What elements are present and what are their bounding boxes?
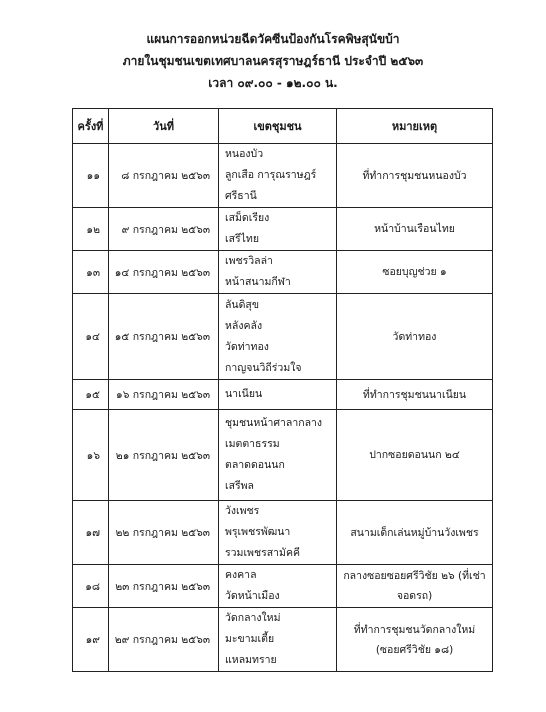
header-area: เขตชุมชน bbox=[219, 109, 337, 144]
table-row bbox=[73, 144, 493, 208]
area-name: ตลาดดอนนก bbox=[225, 459, 285, 471]
area-name: เมตตาธรรม bbox=[225, 438, 280, 450]
area-name: ศรีธานี bbox=[225, 190, 257, 202]
area-name: คงคาล bbox=[225, 569, 257, 581]
cell-note bbox=[337, 251, 493, 294]
cell-date: ๒๒ กรกฎาคม ๒๕๖๓ bbox=[109, 501, 219, 565]
cell-area bbox=[219, 380, 337, 410]
document-time: เวลา ๐๙.๐๐ - ๑๒.๐๐ น. bbox=[208, 76, 338, 90]
area-name: เสม็ดเรียง bbox=[225, 212, 270, 224]
note-text: กลางซอยซอยศรีวิชัย ๒๖ (ที่เช่าจอดรถ) bbox=[343, 570, 486, 602]
cell-area bbox=[219, 501, 337, 565]
area-name: เสรีไทย bbox=[225, 233, 259, 245]
cell-round: ๑๖ bbox=[73, 410, 109, 501]
cell-round: ๑๗ bbox=[73, 501, 109, 565]
document-title: แผนการออกหน่วยฉีดวัคซีนป้องกันโรคพิษสุนัขบ้า bbox=[146, 32, 400, 46]
area-name: วังเพชร bbox=[225, 505, 260, 517]
cell-date: ๘ กรกฎาคม ๒๕๖๓ bbox=[109, 144, 219, 208]
note-text: หน้าบ้านเรือนไทย bbox=[374, 223, 455, 235]
area-name: หนองบัว bbox=[225, 148, 264, 160]
area-name: หลังคลัง bbox=[225, 319, 263, 332]
note-text: ปากซอยดอนนก ๒๔ bbox=[369, 449, 460, 461]
cell-note bbox=[337, 208, 493, 251]
cell-area bbox=[219, 410, 337, 501]
cell-date: ๒๙ กรกฎาคม ๒๕๖๓ bbox=[109, 608, 219, 672]
note-text: สนามเด็กเล่นหมู่บ้านวังเพชร bbox=[350, 526, 479, 539]
area-name: เสรีพล bbox=[225, 480, 254, 492]
table-row bbox=[73, 501, 493, 565]
table-header-row bbox=[73, 109, 493, 144]
cell-round: ๑๘ bbox=[73, 565, 109, 608]
note-text: (ซอยศรีวิชัย ๑๘) bbox=[375, 643, 454, 656]
cell-note bbox=[337, 144, 493, 208]
cell-date: ๑๔ กรกฎาคม ๒๕๖๓ bbox=[109, 251, 219, 294]
cell-round: ๑๕ bbox=[73, 380, 109, 410]
note-text: ที่ทำการชุมชนวัดกลางใหม่ bbox=[353, 623, 476, 636]
cell-round: ๑๒ bbox=[73, 208, 109, 251]
area-name: ชุมชนหน้าศาลากลาง bbox=[225, 417, 323, 429]
note-text: ที่ทำการชุมชนนาเนียน bbox=[362, 388, 467, 401]
header-round: ครั้งที่ bbox=[73, 109, 109, 144]
cell-date: ๒๑ กรกฎาคม ๒๕๖๓ bbox=[109, 410, 219, 501]
cell-note bbox=[337, 294, 493, 380]
cell-date: ๙ กรกฎาคม ๒๕๖๓ bbox=[109, 208, 219, 251]
table-row bbox=[73, 565, 493, 608]
area-name: หน้าสนามกีฬา bbox=[225, 276, 291, 288]
note-text: ที่ทำการชุมชนหนองบัว bbox=[362, 169, 467, 182]
header-note: หมายเหตุ bbox=[337, 109, 493, 144]
cell-date: ๑๖ กรกฎาคม ๒๕๖๓ bbox=[109, 380, 219, 410]
area-name: แหลมทราย bbox=[225, 654, 277, 666]
cell-note bbox=[337, 608, 493, 672]
area-name: เพชรวิลล่า bbox=[225, 255, 273, 267]
header-date: วันที่ bbox=[109, 109, 219, 144]
area-name: วัดท่าทอง bbox=[225, 340, 269, 353]
area-name: มะขามเตี้ย bbox=[225, 633, 275, 645]
cell-date: ๑๕ กรกฎาคม ๒๕๖๓ bbox=[109, 294, 219, 380]
note-text: วัดท่าทอง bbox=[392, 330, 437, 343]
schedule-table bbox=[72, 108, 493, 672]
cell-round: ๑๑ bbox=[73, 144, 109, 208]
cell-area bbox=[219, 144, 337, 208]
table-row bbox=[73, 251, 493, 294]
area-name: นาเนียน bbox=[225, 388, 263, 400]
table-row bbox=[73, 608, 493, 672]
cell-round: ๑๙ bbox=[73, 608, 109, 672]
area-name: ลันดิสุข bbox=[225, 298, 260, 311]
cell-area bbox=[219, 294, 337, 380]
cell-area bbox=[219, 208, 337, 251]
cell-date: ๒๓ กรกฎาคม ๒๕๖๓ bbox=[109, 565, 219, 608]
area-name: รวมเพชรสามัคคี bbox=[225, 547, 301, 559]
area-name: วัดกลางใหม่ bbox=[225, 612, 281, 624]
table-row bbox=[73, 380, 493, 410]
document-subtitle: ภายในชุมชนเขตเทศบาลนครสุราษฎร์ธานี ประจำปี ๒๕๖๓ bbox=[122, 54, 424, 68]
note-text: ซอยบุญช่วย ๑ bbox=[382, 266, 447, 278]
cell-area bbox=[219, 251, 337, 294]
cell-round: ๑๔ bbox=[73, 294, 109, 380]
table-row bbox=[73, 294, 493, 380]
area-name: ลูกเสือ การุณราษฎร์ bbox=[225, 169, 317, 181]
table-row bbox=[73, 410, 493, 501]
cell-round: ๑๓ bbox=[73, 251, 109, 294]
cell-area bbox=[219, 608, 337, 672]
cell-note bbox=[337, 565, 493, 608]
cell-note bbox=[337, 501, 493, 565]
table-body bbox=[73, 144, 493, 672]
area-name: พรุเพชรพัฒนา bbox=[225, 526, 291, 538]
cell-area bbox=[219, 565, 337, 608]
cell-note bbox=[337, 410, 493, 501]
cell-note bbox=[337, 380, 493, 410]
area-name: กาญจนวิถีร่วมใจ bbox=[225, 361, 302, 374]
table-row bbox=[73, 208, 493, 251]
area-name: วัดหน้าเมือง bbox=[225, 590, 280, 602]
